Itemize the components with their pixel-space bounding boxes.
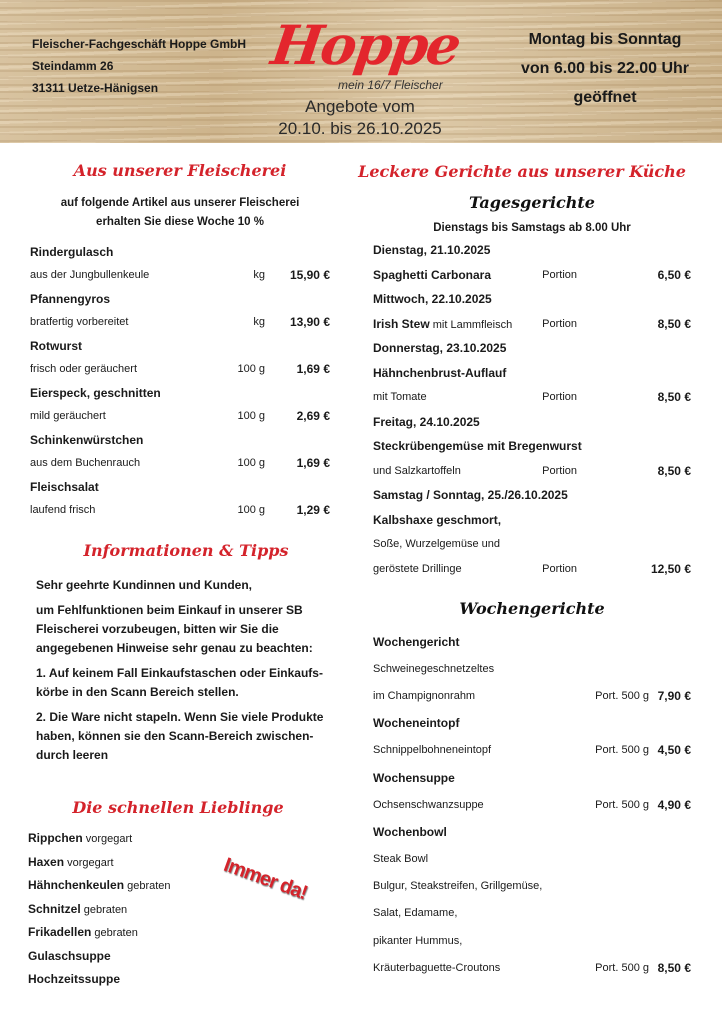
dish-text <box>373 935 691 947</box>
dish-unit: Portion <box>542 464 577 477</box>
dish-price: 8,50 € <box>657 463 691 478</box>
dish-text <box>373 853 691 865</box>
favorite-item <box>28 874 208 898</box>
product-detail-row <box>30 452 330 476</box>
dish-name: Ochsenschwanzsuppe <box>373 798 484 811</box>
dish-name: Dienstag, 21.10.2025 <box>373 243 491 258</box>
product-unit: 100 g <box>237 504 265 517</box>
favorite-item <box>28 921 208 945</box>
kitchen-title: Leckere Gerichte aus unserer Küche <box>358 162 686 181</box>
dish-row <box>373 737 691 764</box>
city: 31311 Uetze-Hänigsen <box>32 81 159 95</box>
daily-list <box>373 238 691 581</box>
favorite-item <box>28 851 208 875</box>
dish-name: Irish Stew <box>373 316 430 331</box>
product-detail-row <box>30 264 330 288</box>
info-tip-2: 2. Die Ware nicht stapeln. Wenn Sie viele Produkte haben, können sie den Scann-Bereich zwischen-durch leeren <box>36 710 324 762</box>
product-price: 13,90 € <box>289 315 330 330</box>
info-greeting: Sehr geehrte Kundinnen und Kunden, <box>36 578 252 592</box>
dish-row <box>373 508 691 533</box>
dish-text <box>373 663 691 675</box>
dish-unit: Port. 500 g <box>595 798 649 811</box>
favorite-name: Frikadellen <box>28 925 92 939</box>
dish-name: Samstag / Sonntag, 25./26.10.2025 <box>373 488 568 503</box>
product-detail-row <box>30 405 330 429</box>
dish-name: pikanter Hummus, <box>373 934 463 947</box>
dish-name: Steckrübengemüse mit Bregenwurst <box>373 439 582 454</box>
dish-name: Kalbshaxe geschmort, <box>373 512 502 527</box>
logo-tagline: mein 16/7 Fleischer <box>338 78 443 92</box>
product-price: 15,90 € <box>289 268 330 283</box>
dish-row <box>373 532 691 557</box>
dish-price: 12,50 € <box>650 561 691 576</box>
dish-text <box>373 563 542 575</box>
favorite-item <box>28 827 208 851</box>
dish-row <box>373 434 691 459</box>
weekly-title: Wochengerichte <box>459 599 605 618</box>
dish-text <box>373 538 691 550</box>
dish-text <box>373 268 542 282</box>
product-row <box>30 428 330 452</box>
hoppe-logo: Hoppe <box>267 13 464 77</box>
dish-price: 7,90 € <box>657 688 691 703</box>
product-desc: frisch oder geräuchert <box>30 363 137 376</box>
product-name: Fleischsalat <box>30 479 99 494</box>
dish-name: im Champignonrahm <box>373 689 476 702</box>
product-name: Rotwurst <box>30 338 82 353</box>
dish-text <box>373 799 595 811</box>
dish-name: Salat, Edamame, <box>373 907 458 920</box>
dish-row <box>373 818 691 845</box>
dish-row <box>373 655 691 682</box>
dish-unit: Portion <box>542 562 577 575</box>
product-price: 1,29 € <box>296 503 330 518</box>
dish-price: 8,50 € <box>657 316 691 331</box>
dish-row <box>373 410 691 435</box>
favorite-name: Hähnchenkeulen <box>28 878 125 892</box>
dish-row <box>373 927 691 954</box>
favorite-name: Gulaschsuppe <box>28 948 111 963</box>
company-name: Fleischer-Fachgeschäft Hoppe GmbH <box>32 37 247 51</box>
dish-text <box>373 488 691 502</box>
offer-period <box>260 96 460 140</box>
dish-name: Wochengericht <box>373 634 460 649</box>
dish-row <box>373 361 691 386</box>
butcher-title: Aus unserer Fleischerei <box>73 161 287 180</box>
dish-row <box>373 846 691 873</box>
intro-line: erhalten Sie diese Woche 10 % <box>96 216 264 228</box>
info-section <box>36 541 336 765</box>
favorites-title: Die schnellen Lieblinge <box>72 798 284 817</box>
dish-row <box>373 287 691 312</box>
dish-text <box>373 292 691 306</box>
favorite-item <box>28 898 208 922</box>
dish-row <box>373 385 691 410</box>
daily-note: Dienstags bis Samstags ab 8.00 Uhr <box>433 222 631 234</box>
butcher-section <box>30 161 330 522</box>
dish-price: 6,50 € <box>657 267 691 282</box>
product-desc: aus der Jungbullenkeule <box>30 269 150 282</box>
favorite-note: gebraten <box>127 880 171 892</box>
dish-text <box>373 243 691 257</box>
favorite-item <box>28 945 208 969</box>
dish-name: Spaghetti Carbonara <box>373 267 492 282</box>
butcher-list <box>30 240 330 522</box>
product-unit: kg <box>253 316 265 329</box>
info-paragraph: um Fehlfunktionen beim Einkauf in unserer SB Fleischerei vorzubeugen, bitten wir Sie die angegebenen Hinweise sehr genau zu beachten: <box>36 603 313 655</box>
dish-text <box>373 907 691 919</box>
dish-row <box>373 238 691 263</box>
dish-name: mit Tomate <box>373 391 427 404</box>
dish-text <box>373 744 595 756</box>
dish-name: Schnippelbohneneintopf <box>373 744 492 757</box>
hours-open: geöffnet <box>573 89 637 106</box>
product-name: Schinkenwürstchen <box>30 432 144 447</box>
dish-row <box>373 954 691 981</box>
product-detail-row <box>30 311 330 335</box>
header-banner <box>0 0 722 143</box>
dish-row <box>373 764 691 791</box>
dish-name: Kräuterbaguette-Croutons <box>373 961 501 974</box>
hours-time: von 6.00 bis 22.00 Uhr <box>520 60 690 77</box>
dish-unit: Port. 500 g <box>595 961 649 974</box>
info-tip-1: 1. Auf keinem Fall Einkaufstaschen oder Einkaufs-körbe in den Scann Bereich stellen. <box>36 666 323 699</box>
opening-hours <box>495 25 715 112</box>
favorite-name: Rippchen <box>28 831 83 845</box>
product-row <box>30 381 330 405</box>
favorite-name: Hochzeitssuppe <box>28 972 121 986</box>
dish-text <box>373 690 595 702</box>
dish-name: Donnerstag, 23.10.2025 <box>373 341 507 356</box>
dish-unit: Port. 500 g <box>595 744 649 757</box>
dish-row <box>373 873 691 900</box>
product-detail-row <box>30 499 330 523</box>
offer-dates: 20.10. bis 26.10.2025 <box>278 119 442 138</box>
offer-label: Angebote vom <box>305 97 415 116</box>
dish-row <box>373 336 691 361</box>
dish-row <box>373 312 691 337</box>
dish-text <box>373 317 542 331</box>
dish-text <box>373 635 691 649</box>
dish-text <box>373 341 691 355</box>
product-name: Rindergulasch <box>30 244 114 259</box>
favorite-note: gebraten <box>94 927 138 939</box>
dish-name: Hähnchenbrust-Auflauf <box>373 365 507 380</box>
dish-price: 4,50 € <box>657 743 691 758</box>
favorite-item <box>28 968 208 992</box>
dish-name: Wochenbowl <box>373 824 447 839</box>
product-name: Pfannengyros <box>30 291 111 306</box>
favorite-name: Schnitzel <box>28 901 81 916</box>
dish-text <box>373 465 542 477</box>
dish-price: 4,90 € <box>657 797 691 812</box>
dish-row <box>373 791 691 818</box>
dish-name: Wocheneintopf <box>373 716 460 731</box>
dish-name: Steak Bowl <box>373 853 429 866</box>
product-desc: laufend frisch <box>30 504 96 517</box>
dish-name: Wochensuppe <box>373 770 455 785</box>
dish-row <box>373 483 691 508</box>
dish-row <box>373 710 691 737</box>
dish-text <box>373 880 691 892</box>
product-detail-row <box>30 358 330 382</box>
dish-text <box>373 366 691 380</box>
favorite-name: Haxen <box>28 854 65 869</box>
dish-name: Mittwoch, 22.10.2025 <box>373 292 492 307</box>
favorites-list <box>28 827 208 992</box>
product-name: Eierspeck, geschnitten <box>30 385 161 400</box>
product-unit: 100 g <box>237 457 265 470</box>
dish-text <box>373 439 691 453</box>
dish-name: Bulgur, Steakstreifen, Grillgemüse, <box>373 880 543 893</box>
dish-row <box>373 263 691 288</box>
product-unit: kg <box>253 269 265 282</box>
info-title: Informationen & Tipps <box>83 541 289 560</box>
dish-text <box>373 415 691 429</box>
butcher-intro <box>30 194 330 232</box>
dish-row <box>373 557 691 582</box>
daily-title: Tagesgerichte <box>469 193 595 212</box>
dish-text <box>373 771 691 785</box>
product-unit: 100 g <box>237 363 265 376</box>
dish-price: 8,50 € <box>657 390 691 405</box>
kitchen-section <box>358 162 691 981</box>
dish-text <box>373 716 691 730</box>
dish-name: geröstete Drillinge <box>373 562 462 575</box>
dish-text <box>373 391 542 403</box>
product-desc: aus dem Buchenrauch <box>30 457 141 470</box>
product-row <box>30 475 330 499</box>
product-row <box>30 287 330 311</box>
product-unit: 100 g <box>237 410 265 423</box>
product-row <box>30 240 330 264</box>
dish-extra: mit Lammfleisch <box>429 318 513 331</box>
dish-row <box>373 459 691 484</box>
immer-da-stamp: Immer da! <box>220 853 310 905</box>
dish-row <box>373 682 691 709</box>
dish-row <box>373 628 691 655</box>
dish-text <box>373 825 691 839</box>
dish-name: Schweinegeschnetzeltes <box>373 662 495 675</box>
weekly-list <box>373 628 691 981</box>
favorite-note: vorgegart <box>85 833 133 845</box>
dish-unit: Port. 500 g <box>595 689 649 702</box>
favorite-note: gebraten <box>83 903 128 916</box>
dish-text <box>373 962 595 974</box>
dish-price: 8,50 € <box>657 960 691 975</box>
intro-line: auf folgende Artikel aus unserer Fleischerei <box>60 197 300 209</box>
street: Steindamm 26 <box>32 59 114 73</box>
dish-name: und Salzkartoffeln <box>373 464 461 477</box>
favorite-note: vorgegart <box>67 856 114 869</box>
product-row <box>30 334 330 358</box>
product-desc: mild geräuchert <box>30 410 106 423</box>
dish-unit: Portion <box>542 268 577 281</box>
product-price: 1,69 € <box>296 456 330 471</box>
product-price: 2,69 € <box>296 409 330 424</box>
dish-text <box>373 513 691 527</box>
hours-days: Montag bis Sonntag <box>528 31 682 48</box>
dish-name: Freitag, 24.10.2025 <box>373 414 480 429</box>
dish-unit: Portion <box>542 391 577 404</box>
product-price: 1,69 € <box>296 362 330 377</box>
company-address <box>32 33 246 99</box>
dish-unit: Portion <box>542 317 577 330</box>
product-desc: bratfertig vorbereitet <box>30 316 129 329</box>
dish-name: Soße, Wurzelgemüse und <box>373 538 500 551</box>
dish-row <box>373 900 691 927</box>
